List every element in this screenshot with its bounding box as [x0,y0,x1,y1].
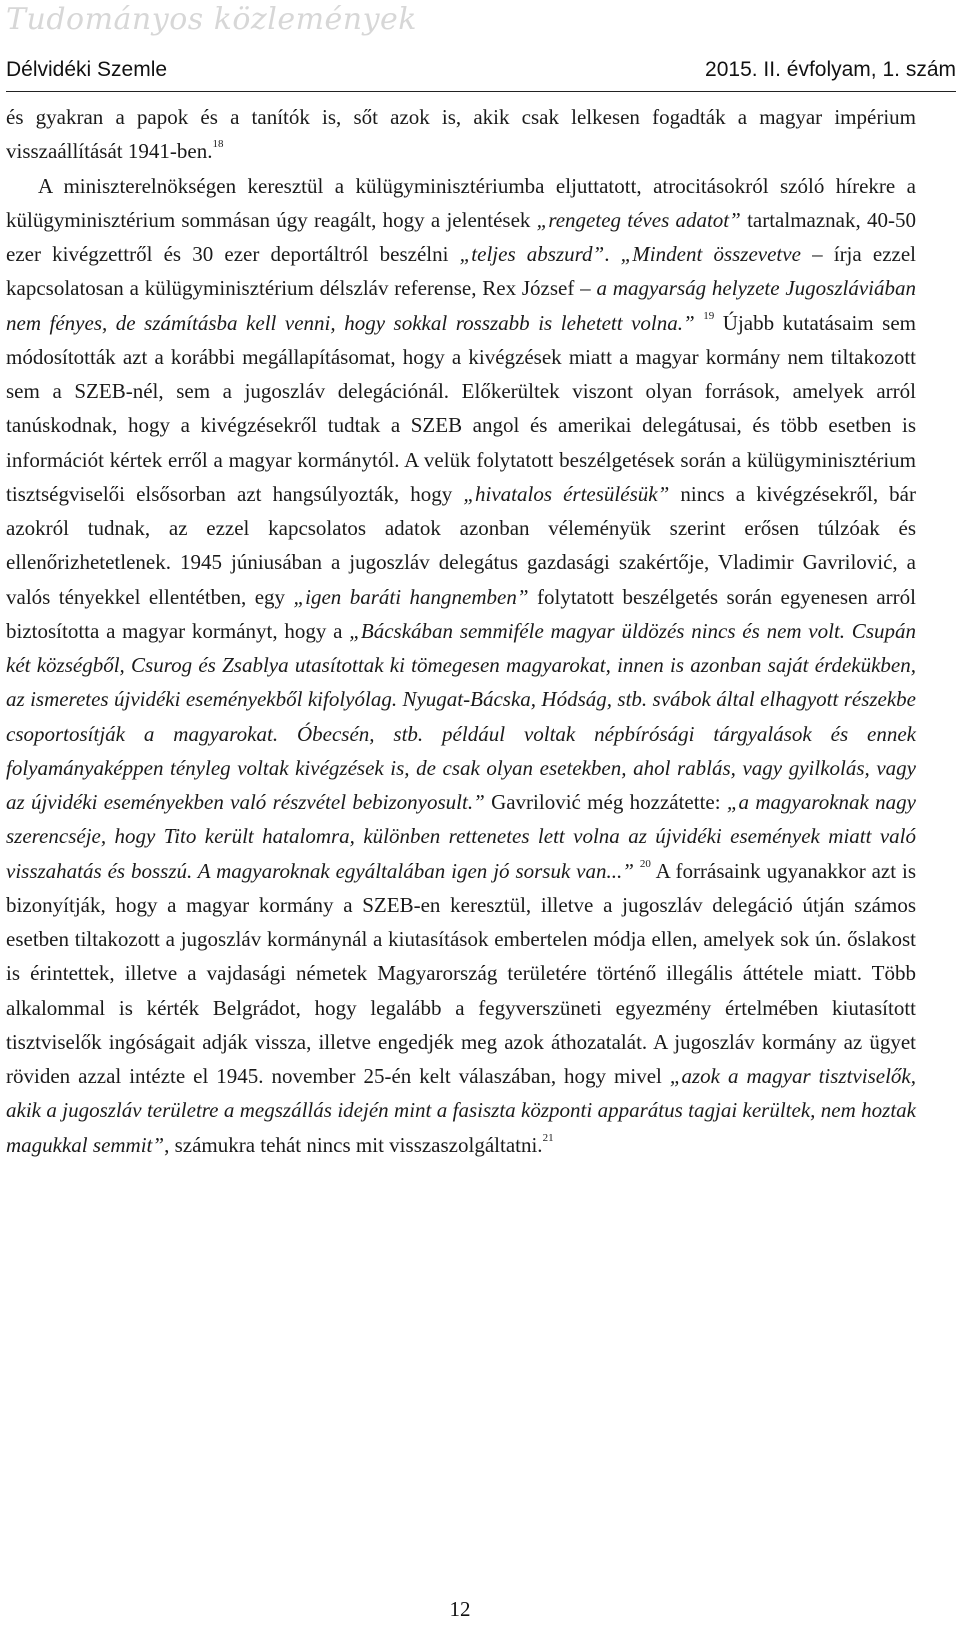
quote: a magyarság helyzete Jugoszláviában nem fényes, de számításba kell venni, hogy sokkal rosszabb is lehetett volna.” [6,276,916,335]
paragraph: A miniszterelnökségen keresztül a külügyminisztériumba eljuttatott, atrocitásokról szóló hírekre a külügyminisztérium sommásan úgy reagált, hogy a jelentések „rengeteg téves adatot” tartalmaznak, 40-50 ezer kivégzettről és 30 ezer deportáltról beszélni „teljes abszurd”. „Mindent összevetve – írja ezzel kapcsolatosan a külügyminisztérium délszláv referense, Rex József – a magyarság helyzete Jugoszláviában nem fényes, de számításba kell venni, hogy sokkal rosszabb is lehetett volna.” $^{19}$ Újabb kutatásaim sem módosították azt a korábbi megállapításomat, hogy a kivégzések miatt a magyar kormány nem tiltakozott sem a SZEB-nél, sem a jugoszláv delegációnál. Előkerültek viszont olyan források, amelyek arról tanúskodnak, hogy a kivégzésekről tudtak a SZEB angol és amerikai delegátusai, és több esetben is információt kértek erről a magyar kormánytól. A velük folytatott beszélgetések során a külügyminisztérium tisztségviselői elsősorban azt hangsúlyozták, hogy „hivatalos értesülésük” nincs a kivégzésekről, bár azokról tudnak, az ezzel kapcsolatos adatok azonban véleményük szerint erősen túlzóak és ellenőrizhetetlenek. 1945 júniusában a jugoszláv delegátus gazdasági szakértője, Vladimir Gavrilović, a valós tényekkel ellentétben, egy „igen baráti hangnemben” folytatott beszélgetés során egyenesen arról biztosította a magyar kormányt, hogy a „Bácskában semmiféle magyar üldözés nincs és nem volt. Csupán két községből, Csurog és Zsablya utasítottak ki tömegesen magyarokat, innen is azonban saját érdekükben, az ismeretes újvidéki eseményekből kifolyólag. Nyugat-Bácska, Hódság, stb. svábok által elhagyott részekbe csoportosítják a magyarokat. Óbecsén, stb. például voltak népbírósági tárgyalások és ennek folyamányaképpen tényleg voltak kivégzések is, de csak olyan esetekben, ahol rablás, vagy gyilkolás, vagy az újvidéki eseményekben való részvétel bebizonyosult.” Gavrilović még hozzátette: „a magyaroknak nagy szerencséje, hogy Tito került hatalomra, különben rettenetes lett volna az újvidéki események miatt való visszahatás és bosszú. A magyaroknak egyáltalában igen jó sorsuk van...” $^{20}$ A forrásaink ugyanakkor azt is bizonyítják, hogy a magyar kormány a SZEB-en keresztül, illetve a jugoszláv delegáció útján számos esetben tiltakozott a jugoszláv kormánynál a kiutasítások embertelen módja ellen, amelyek sok ún. őslakost is érintettek, illetve a vajdasági németek Magyarország területére történő illegális áttétele miatt. Több alkalommal is kérték Belgrádot, hogy legalább a fegyverszüneti egyezmény értelmében kiutasított tisztviselők ingóságait adják vissza, illetve engedjék meg azok áthozatalát. A jugoszláv kormány az ügyet röviden azzal intézte el 1945. november 25-én kelt válaszában, hogy mivel „azok a magyar tisztviselők, akik a jugoszláv területre a megszállás idején mint a fasiszta központi apparátus tagjai kerültek, nem hoztak magukkal semmit”, számukra tehát nincs mit visszaszolgáltatni.$^{21}$ [6,173,917,1157]
footnote-ref[interactable]: 18 [212,138,224,151]
footnote-ref[interactable]: 20 [639,857,651,870]
quote: „azok a magyar tisztviselők, akik a jugoszláv területre a megszállás idején mint a fasiszta központi apparátus tagjai kerültek, nem hoztak magukkal semmit” [6,1064,916,1157]
quote: „igen baráti hangnemben” [293,584,529,609]
footnote-ref[interactable]: 21 [542,1131,554,1144]
quote: „Mindent összevetve [620,242,801,266]
running-header [6,58,956,88]
paragraph: és gyakran a papok és a tanítók is, sőt azok is, akik csak lelkesen fogadták a magyar impérium visszaállítását 1941-ben.$^{18}$ [6,105,916,164]
quote: „a magyaroknak nagy szerencséje, hogy Tito került hatalomra, különben rettenetes lett volna az újvidéki események miatt való visszahatás és bosszú. A magyaroknak egyáltalában igen jó sorsuk van...” [6,790,916,883]
quote: „rengeteg téves adatot” [536,207,741,232]
quote: „hivatalos értesülésük” [463,481,670,506]
page-number: 12 [449,1597,471,1621]
footnote-ref[interactable]: 19 [703,309,715,322]
issue-info: 2015. II. évfolyam, 1. szám [705,58,956,81]
section-title: Tudományos közlemények [6,2,417,37]
journal-name: Délvidéki Szemle [6,58,168,81]
quote: „teljes abszurd” [459,242,605,266]
article-body [6,100,916,1162]
quote: „Bácskában semmiféle magyar üldözés nincs és nem volt. Csupán két községből, Csurog és Zsablya utasítottak ki tömegesen magyarokat, innen is azonban saját érdekükben, az ismeretes újvidéki eseményekből kifolyólag. Nyugat-Bácska, Hódság, stb. svábok által elhagyott részekbe csoportosítják a magyarokat. Óbecsén, stb. például voltak népbírósági tárgyalások és ennek folyamányaképpen tényleg voltak kivégzések is, de csak olyan esetekben, ahol rablás, vagy gyilkolás, vagy az újvidéki eseményekben való részvétel bebizonyosult.” [6,618,916,814]
header-rule [6,91,956,92]
